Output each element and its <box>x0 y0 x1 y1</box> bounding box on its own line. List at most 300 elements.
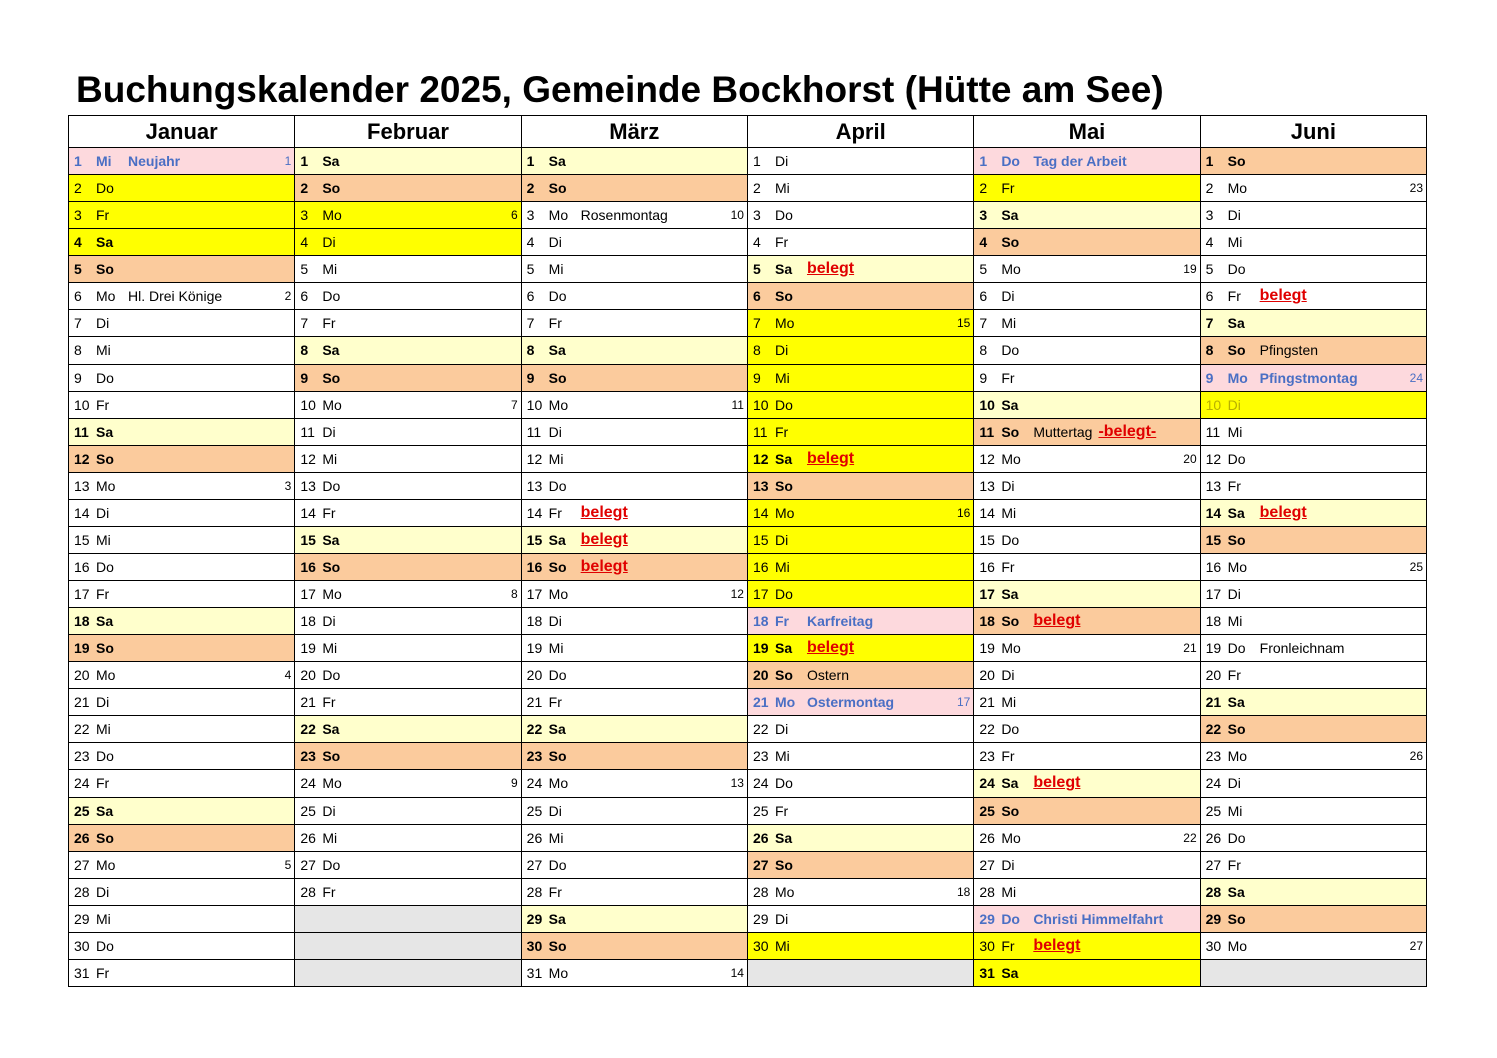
day-number: 6 <box>526 288 535 305</box>
day-cell[interactable] <box>295 689 521 716</box>
day-cell[interactable] <box>521 878 747 905</box>
weekday-label: Mo <box>548 964 569 981</box>
day-cell[interactable] <box>295 878 521 905</box>
day-cell[interactable] <box>974 553 1200 580</box>
day-number: 27 <box>752 856 769 873</box>
weekday-label: Sa <box>548 531 566 548</box>
day-cell[interactable] <box>69 662 295 689</box>
day-cell[interactable] <box>1200 391 1426 418</box>
day-number: 21 <box>752 694 769 711</box>
day-number: 29 <box>74 910 90 927</box>
day-cell[interactable] <box>69 283 295 310</box>
day-cell[interactable] <box>974 445 1200 472</box>
day-cell[interactable] <box>747 256 973 283</box>
day-cell[interactable] <box>295 310 521 337</box>
day-cell[interactable] <box>521 824 747 851</box>
day-cell[interactable] <box>521 581 747 608</box>
day-row <box>69 959 1427 986</box>
day-number: 9 <box>74 369 82 386</box>
day-cell[interactable] <box>974 310 1200 337</box>
day-cell[interactable] <box>1200 256 1426 283</box>
day-cell[interactable] <box>69 256 295 283</box>
day-cell[interactable] <box>1200 905 1426 932</box>
day-cell[interactable] <box>295 391 521 418</box>
weekday-label: So <box>1227 721 1246 738</box>
day-cell[interactable] <box>974 716 1200 743</box>
day-cell[interactable] <box>295 229 521 256</box>
weekday-label: Fr <box>96 586 110 603</box>
day-number: 10 <box>979 396 995 413</box>
day-cell[interactable] <box>295 743 521 770</box>
day-cell[interactable] <box>974 635 1200 662</box>
day-cell[interactable] <box>1200 932 1426 959</box>
weekday-label: Mo <box>96 477 116 494</box>
weekday-label: Mi <box>322 261 338 278</box>
day-cell[interactable] <box>521 743 747 770</box>
weekday-label: Do <box>1001 531 1020 548</box>
day-cell[interactable] <box>747 770 973 797</box>
day-cell[interactable] <box>974 337 1200 364</box>
day-cell[interactable] <box>974 878 1200 905</box>
day-cell[interactable] <box>521 905 747 932</box>
day-cell[interactable] <box>974 932 1200 959</box>
weekday-label: Mi <box>548 261 564 278</box>
day-cell[interactable] <box>747 797 973 824</box>
day-cell[interactable] <box>69 959 295 986</box>
weekday-label: So <box>1001 802 1020 819</box>
day-cell[interactable] <box>1200 445 1426 472</box>
day-cell[interactable] <box>521 689 747 716</box>
day-cell[interactable] <box>747 283 973 310</box>
day-cell[interactable] <box>521 635 747 662</box>
day-cell[interactable] <box>295 581 521 608</box>
day-cell[interactable] <box>295 824 521 851</box>
day-cell[interactable] <box>295 202 521 229</box>
day-number: 14 <box>1205 504 1222 521</box>
weekday-label: Sa <box>96 234 114 251</box>
day-cell[interactable] <box>1200 364 1426 391</box>
day-cell[interactable] <box>295 797 521 824</box>
day-number: 10 <box>1205 396 1222 413</box>
empty-day-cell <box>747 959 973 986</box>
day-cell[interactable] <box>69 635 295 662</box>
day-cell[interactable] <box>974 229 1200 256</box>
day-number: 11 <box>74 423 89 440</box>
day-cell[interactable] <box>521 608 747 635</box>
day-cell[interactable] <box>747 662 973 689</box>
day-number: 25 <box>300 802 316 819</box>
day-cell[interactable] <box>521 770 747 797</box>
day-number: 21 <box>526 694 543 711</box>
day-cell[interactable] <box>521 175 747 202</box>
day-number: 21 <box>979 694 995 711</box>
day-row <box>69 905 1427 932</box>
day-cell[interactable] <box>521 364 747 391</box>
weekday-label: Di <box>322 802 336 819</box>
day-number: 4 <box>1205 234 1214 251</box>
day-cell[interactable] <box>69 608 295 635</box>
day-cell[interactable] <box>974 175 1200 202</box>
day-cell[interactable] <box>521 445 747 472</box>
day-number: 8 <box>74 342 82 359</box>
day-cell[interactable] <box>974 797 1200 824</box>
day-number: 29 <box>1205 910 1222 927</box>
day-cell[interactable] <box>1200 310 1426 337</box>
day-cell[interactable] <box>1200 553 1426 580</box>
day-number: 22 <box>979 721 995 738</box>
day-cell[interactable] <box>974 499 1200 526</box>
day-cell[interactable] <box>295 851 521 878</box>
day-cell[interactable] <box>295 445 521 472</box>
day-cell[interactable] <box>1200 148 1426 175</box>
day-number: 20 <box>979 667 995 684</box>
weekday-label: Mi <box>322 640 338 657</box>
weekday-label: Do <box>96 369 114 386</box>
day-number: 6 <box>752 288 761 305</box>
day-cell[interactable] <box>295 283 521 310</box>
day-cell[interactable] <box>521 148 747 175</box>
day-cell[interactable] <box>974 662 1200 689</box>
day-row <box>69 202 1427 229</box>
day-cell[interactable] <box>295 337 521 364</box>
day-cell[interactable] <box>747 445 973 472</box>
day-number: 20 <box>526 667 543 684</box>
day-number: 9 <box>526 369 535 386</box>
day-cell[interactable] <box>1200 202 1426 229</box>
day-cell[interactable] <box>295 635 521 662</box>
day-number: 16 <box>1205 558 1222 575</box>
day-cell[interactable] <box>69 824 295 851</box>
day-cell[interactable] <box>974 689 1200 716</box>
day-number: 23 <box>1205 748 1222 765</box>
week-number: 23 <box>1409 181 1423 196</box>
day-cell[interactable] <box>69 689 295 716</box>
day-cell[interactable] <box>69 391 295 418</box>
day-cell[interactable] <box>69 797 295 824</box>
weekday-label: Do <box>1227 261 1246 278</box>
weekday-label: So <box>1001 613 1020 630</box>
day-cell[interactable] <box>69 364 295 391</box>
week-number: 15 <box>956 316 971 331</box>
day-cell[interactable] <box>521 202 747 229</box>
day-number: 5 <box>979 261 988 278</box>
day-cell[interactable] <box>295 608 521 635</box>
day-cell[interactable] <box>747 364 973 391</box>
day-cell[interactable] <box>1200 229 1426 256</box>
day-cell[interactable] <box>295 175 521 202</box>
day-cell[interactable] <box>521 256 747 283</box>
day-cell[interactable] <box>1200 662 1426 689</box>
day-cell[interactable] <box>974 283 1200 310</box>
week-number: 3 <box>284 478 292 493</box>
day-cell[interactable] <box>1200 797 1426 824</box>
day-cell[interactable] <box>295 472 521 499</box>
day-cell[interactable] <box>1200 716 1426 743</box>
day-cell[interactable] <box>69 743 295 770</box>
day-cell[interactable] <box>974 472 1200 499</box>
day-row <box>69 445 1427 472</box>
day-cell[interactable] <box>521 418 747 445</box>
day-cell[interactable] <box>747 581 973 608</box>
weekday-label: Di <box>548 423 562 440</box>
day-number: 9 <box>979 369 988 386</box>
day-number: 26 <box>300 829 316 846</box>
day-cell[interactable] <box>69 526 295 553</box>
day-row <box>69 418 1427 445</box>
day-cell[interactable] <box>974 526 1200 553</box>
day-cell[interactable] <box>747 689 973 716</box>
day-cell[interactable] <box>1200 770 1426 797</box>
day-cell[interactable] <box>69 445 295 472</box>
day-cell[interactable] <box>974 418 1200 445</box>
weekday-label: Mo <box>96 288 116 305</box>
booked-label: belegt <box>580 503 628 521</box>
day-row <box>69 148 1427 175</box>
day-cell[interactable] <box>69 716 295 743</box>
day-number: 3 <box>300 207 309 224</box>
day-cell[interactable] <box>974 824 1200 851</box>
day-cell[interactable] <box>295 770 521 797</box>
week-number: 21 <box>1183 641 1197 656</box>
weekday-label: Mi <box>548 640 564 657</box>
day-cell[interactable] <box>747 824 973 851</box>
day-cell[interactable] <box>69 202 295 229</box>
day-cell[interactable] <box>69 932 295 959</box>
day-cell[interactable] <box>1200 608 1426 635</box>
day-cell[interactable] <box>521 662 747 689</box>
day-number: 24 <box>74 775 90 792</box>
day-cell[interactable] <box>295 364 521 391</box>
weekday-label: Do <box>1227 640 1246 657</box>
day-cell[interactable] <box>1200 743 1426 770</box>
day-number: 12 <box>300 450 316 467</box>
week-number: 9 <box>510 776 518 791</box>
day-cell[interactable] <box>974 364 1200 391</box>
day-cell[interactable] <box>69 770 295 797</box>
day-note: Ostermontag <box>806 694 895 711</box>
day-cell[interactable] <box>747 202 973 229</box>
day-cell[interactable] <box>1200 851 1426 878</box>
weekday-label: Mo <box>1227 748 1248 765</box>
day-cell[interactable] <box>521 310 747 337</box>
day-cell[interactable] <box>69 418 295 445</box>
day-cell[interactable] <box>747 310 973 337</box>
week-number: 1 <box>284 154 292 169</box>
day-cell[interactable] <box>747 608 973 635</box>
day-cell[interactable] <box>1200 499 1426 526</box>
day-cell[interactable] <box>747 499 973 526</box>
day-cell[interactable] <box>521 851 747 878</box>
day-cell[interactable] <box>521 229 747 256</box>
weekday-label: Mo <box>1001 450 1021 467</box>
day-row <box>69 581 1427 608</box>
day-cell[interactable] <box>747 878 973 905</box>
day-number: 11 <box>526 423 542 440</box>
day-cell[interactable] <box>69 175 295 202</box>
day-cell[interactable] <box>69 851 295 878</box>
day-cell[interactable] <box>1200 337 1426 364</box>
day-cell[interactable] <box>295 526 521 553</box>
weekday-label: So <box>96 261 114 278</box>
weekday-label: Mo <box>322 207 342 224</box>
day-cell[interactable] <box>295 499 521 526</box>
day-cell[interactable] <box>521 499 747 526</box>
day-cell[interactable] <box>521 472 747 499</box>
day-cell[interactable] <box>69 878 295 905</box>
booked-label: belegt <box>1259 503 1307 521</box>
day-cell[interactable] <box>974 743 1200 770</box>
weekday-label: Fr <box>1227 288 1241 305</box>
month-header: April <box>747 116 973 148</box>
day-cell[interactable] <box>974 851 1200 878</box>
day-cell[interactable] <box>295 148 521 175</box>
day-cell[interactable] <box>747 743 973 770</box>
day-cell[interactable] <box>1200 824 1426 851</box>
weekday-label: Sa <box>548 910 566 927</box>
day-number: 24 <box>526 775 543 792</box>
weekday-label: Do <box>322 288 341 305</box>
weekday-label: Di <box>548 613 562 630</box>
day-cell[interactable] <box>974 391 1200 418</box>
day-number: 2 <box>74 180 82 197</box>
day-number: 12 <box>74 450 90 467</box>
day-cell[interactable] <box>295 662 521 689</box>
day-cell[interactable] <box>747 905 973 932</box>
day-cell[interactable] <box>521 959 747 986</box>
day-cell[interactable] <box>1200 175 1426 202</box>
day-cell[interactable] <box>974 202 1200 229</box>
day-cell[interactable] <box>69 553 295 580</box>
day-cell[interactable] <box>295 553 521 580</box>
day-number: 7 <box>300 315 309 332</box>
day-cell[interactable] <box>1200 418 1426 445</box>
day-cell[interactable] <box>974 959 1200 986</box>
day-number: 7 <box>979 315 988 332</box>
day-cell[interactable] <box>295 418 521 445</box>
day-cell[interactable] <box>69 499 295 526</box>
weekday-label: Mo <box>1001 640 1021 657</box>
day-cell[interactable] <box>974 581 1200 608</box>
day-cell[interactable] <box>69 229 295 256</box>
day-number: 4 <box>74 234 82 251</box>
day-cell[interactable] <box>69 581 295 608</box>
day-number: 10 <box>74 396 90 413</box>
weekday-label: Do <box>774 586 793 603</box>
day-cell[interactable] <box>747 148 973 175</box>
week-number: 2 <box>284 289 292 304</box>
weekday-label: Mi <box>1227 802 1243 819</box>
weekday-label: Sa <box>1001 964 1019 981</box>
day-note: Karfreitag <box>806 613 874 630</box>
weekday-label: Sa <box>1001 586 1019 603</box>
weekday-label: Mi <box>96 153 112 170</box>
empty-day-cell <box>1200 959 1426 986</box>
day-cell[interactable] <box>295 256 521 283</box>
weekday-label: Mi <box>322 450 338 467</box>
day-cell[interactable] <box>974 905 1200 932</box>
weekday-label: Di <box>774 342 789 359</box>
weekday-label: Sa <box>774 640 793 657</box>
day-cell[interactable] <box>521 391 747 418</box>
day-cell[interactable] <box>69 310 295 337</box>
day-cell[interactable] <box>1200 878 1426 905</box>
day-cell[interactable] <box>974 608 1200 635</box>
day-cell[interactable] <box>1200 581 1426 608</box>
day-number: 2 <box>300 180 309 197</box>
day-note: Muttertag <box>1033 423 1093 440</box>
day-cell[interactable] <box>747 851 973 878</box>
day-cell[interactable] <box>974 770 1200 797</box>
day-cell[interactable] <box>521 932 747 959</box>
day-cell[interactable] <box>747 526 973 553</box>
weekday-label: So <box>1227 153 1246 170</box>
day-cell[interactable] <box>747 472 973 499</box>
day-cell[interactable] <box>521 553 747 580</box>
day-cell[interactable] <box>1200 472 1426 499</box>
day-cell[interactable] <box>747 553 973 580</box>
day-cell[interactable] <box>521 337 747 364</box>
day-cell[interactable] <box>747 391 973 418</box>
day-cell[interactable] <box>521 716 747 743</box>
day-cell[interactable] <box>747 418 973 445</box>
day-cell[interactable] <box>521 283 747 310</box>
day-cell[interactable] <box>69 148 295 175</box>
day-row <box>69 662 1427 689</box>
week-number: 10 <box>730 208 744 223</box>
day-number: 4 <box>526 234 535 251</box>
weekday-label: Sa <box>96 802 114 819</box>
day-row <box>69 337 1427 364</box>
day-cell[interactable] <box>974 148 1200 175</box>
day-cell[interactable] <box>69 905 295 932</box>
empty-day-cell <box>295 932 521 959</box>
day-cell[interactable] <box>747 229 973 256</box>
day-number: 22 <box>752 721 769 738</box>
day-number: 24 <box>300 775 316 792</box>
day-cell[interactable] <box>69 472 295 499</box>
day-cell[interactable] <box>69 337 295 364</box>
day-cell[interactable] <box>747 716 973 743</box>
day-cell[interactable] <box>521 797 747 824</box>
day-number: 24 <box>1205 775 1222 792</box>
day-number: 15 <box>752 531 769 548</box>
day-cell[interactable] <box>1200 635 1426 662</box>
day-cell[interactable] <box>1200 283 1426 310</box>
day-cell[interactable] <box>974 256 1200 283</box>
day-number: 17 <box>752 586 769 603</box>
day-cell[interactable] <box>747 635 973 662</box>
weekday-label: Mo <box>1001 261 1021 278</box>
day-cell[interactable] <box>747 337 973 364</box>
day-cell[interactable] <box>295 716 521 743</box>
month-header: Januar <box>69 116 295 148</box>
weekday-label: Mo <box>1227 558 1248 575</box>
day-number: 10 <box>752 396 769 413</box>
day-note: Pfingsten <box>1259 342 1319 359</box>
weekday-label: So <box>1227 910 1246 927</box>
day-number: 27 <box>979 856 995 873</box>
weekday-label: Do <box>1001 910 1020 927</box>
day-cell[interactable] <box>1200 526 1426 553</box>
booked-label: belegt <box>580 557 628 575</box>
day-number: 21 <box>74 694 90 711</box>
day-cell[interactable] <box>1200 689 1426 716</box>
day-cell[interactable] <box>747 932 973 959</box>
day-cell[interactable] <box>521 526 747 553</box>
day-number: 8 <box>979 342 988 359</box>
day-row <box>69 635 1427 662</box>
day-cell[interactable] <box>747 175 973 202</box>
